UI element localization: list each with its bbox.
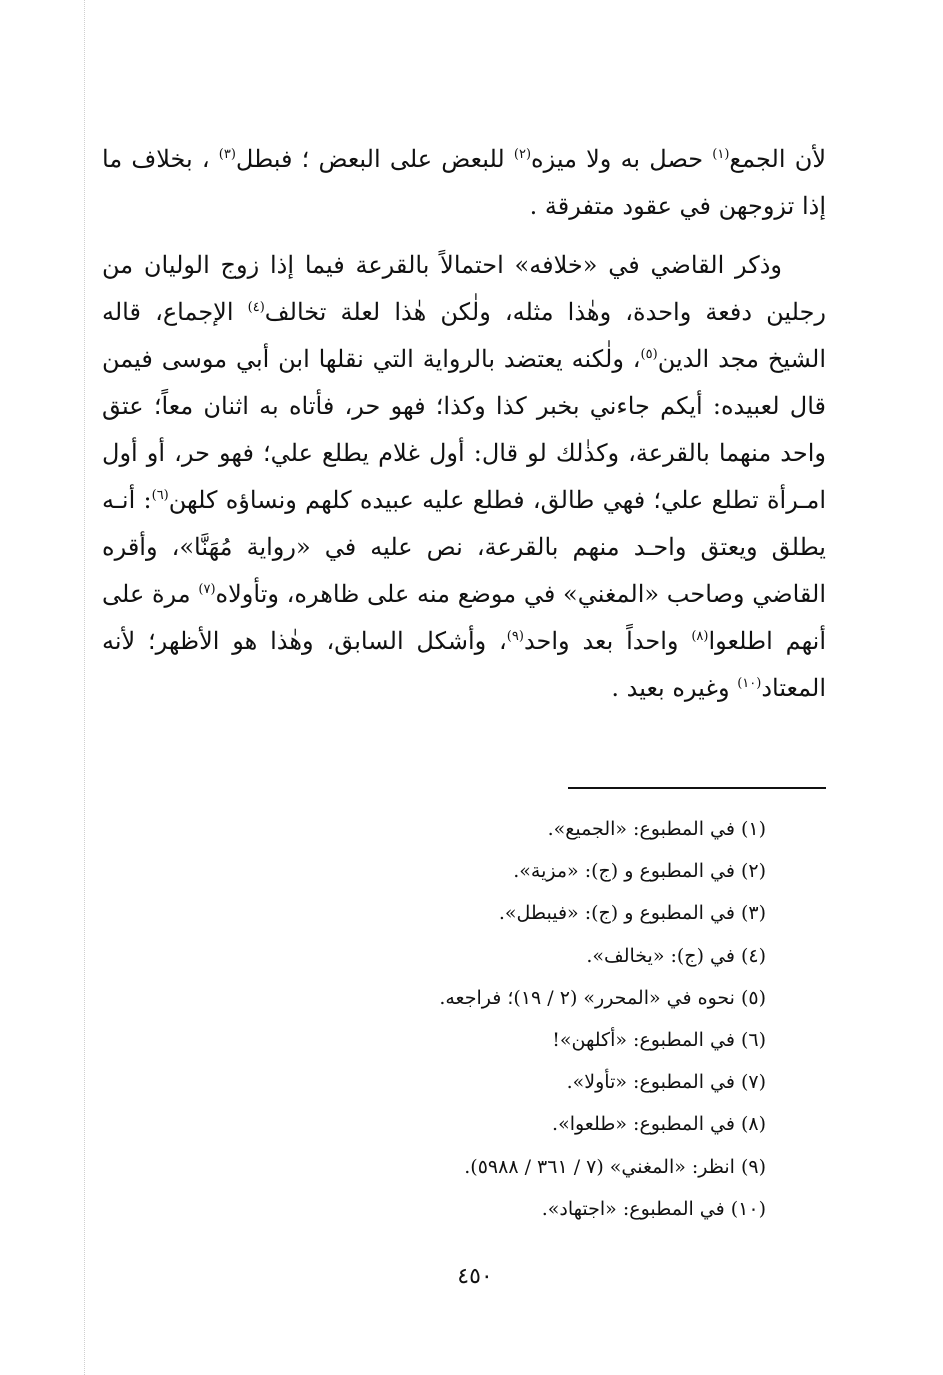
footnote-number: (٢): [740, 860, 766, 883]
text-run: ، ولٰكنه يعتضد بالرواية التي نقلها ابن أبي موسى فيمن قال لعبيده: أيكم جاءني بخبر كذا وكذا؛ فهو حر، فأتاه به اثنان معاً؛ عتق واحد منهما بالقرعة، وكذٰلك لو قال: أول غلام يطلع علي؛ فهو حر، أو أول امـرأة تطلع علي؛ فهي طالق، فطلع عليه عبيده كلهم ونساؤه كلهن: [102, 345, 826, 514]
footnote-number: (٧): [740, 1071, 766, 1094]
footnote-text: انظر: «المغني» (٧ / ٣٦١ / ٥٩٨٨).: [464, 1155, 735, 1178]
footnote-text: في المطبوع: «الجميع».: [547, 818, 735, 840]
footnote-number: (٨): [740, 1113, 766, 1136]
footnote-number: (٣): [740, 902, 766, 925]
paragraph-1: [102, 136, 826, 230]
footnote-9: [102, 1146, 766, 1188]
footnote-text: في المطبوع و (ج): «فيبطل».: [498, 902, 735, 925]
footnote-number: (٥): [740, 986, 766, 1009]
footnote-text: في المطبوع: «اجتهاد».: [541, 1197, 725, 1220]
footnote-text: في المطبوع: «تأولا».: [566, 1071, 735, 1094]
footnote-number: (٩): [740, 1155, 766, 1178]
footnote-ref-9: (٩): [506, 629, 524, 644]
footnote-7: [102, 1061, 766, 1103]
text-run: لأن الجمع: [729, 145, 827, 173]
footnote-text: نحوه في «المحرر» (٢ / ١٩)؛ فراجعه.: [439, 986, 735, 1009]
footnote-ref-4: (٤): [247, 300, 265, 315]
text-run: : أنـه يطلق ويعتق واحـد منهم بالقرعة، نص عليه في «رواية مُهَنَّا»، وأقره القاضي وصاحب «المغني» في موضع منه على ظاهره، وتأولاه: [102, 486, 827, 608]
footnote-text: في المطبوع: «أكلهن»!: [552, 1029, 735, 1052]
footnotes: [102, 808, 766, 1230]
scan-edge-line: [84, 0, 86, 1375]
text-run: وغيره بعيد .: [611, 674, 738, 702]
main-text: [102, 136, 826, 712]
footnote-ref-7: (٧): [198, 582, 216, 597]
footnote-separator: [568, 787, 826, 789]
footnote-number: (٤): [740, 944, 766, 967]
text-run: مرة على أنهم اطلعوا: [102, 580, 827, 655]
text-run: للبعض على البعض ؛ فبطل: [235, 145, 514, 173]
text-run: واحداً بعد واحد: [523, 627, 692, 655]
footnote-ref-3: (٣): [218, 147, 236, 162]
text-run: حصل به ولا ميزه: [531, 145, 713, 173]
text-run: ، وأشكل السابق، وهٰذا هو الأظهر؛ لأنه المعتاد: [102, 627, 826, 702]
footnote-text: في (ج): «يخالف».: [586, 944, 735, 967]
page-number: ٤٥٠: [457, 1264, 493, 1289]
footnote-ref-10: (١٠): [737, 676, 762, 691]
text-run: ، بخلاف ما إذا تزوجهن في عقود متفرقة .: [102, 145, 826, 220]
footnote-number: (١٠): [730, 1197, 766, 1220]
footnote-10: [102, 1188, 766, 1230]
footnote-5: [102, 977, 766, 1019]
footnote-ref-8: (٨): [691, 629, 709, 644]
footnote-ref-2: (٢): [513, 147, 532, 162]
footnote-ref-1: (١): [712, 147, 730, 162]
footnote-1: [102, 808, 766, 850]
footnote-4: [102, 935, 766, 977]
footnote-3: [102, 892, 766, 934]
text-run: وذكر القاضي في «خلافه» احتمالاً بالقرعة فيما إذا زوج الوليان من رجلين دفعة واحدة، وهٰذا مثله، ولٰكن هٰذا لعلة تخالف: [102, 251, 827, 326]
text-run: الإجماع، قاله الشيخ مجد الدين: [102, 298, 826, 373]
footnote-text: في المطبوع و (ج): «مزية».: [513, 860, 735, 883]
footnote-number: (١): [740, 818, 766, 840]
footnote-2: [102, 850, 766, 892]
paragraph-2: [102, 242, 826, 712]
footnote-8: [102, 1103, 766, 1145]
footnote-number: (٦): [740, 1029, 766, 1052]
footnote-ref-5: (٥): [640, 347, 658, 362]
footnote-text: في المطبوع: «طلعوا».: [552, 1113, 735, 1136]
footnote-ref-6: (٦): [151, 488, 169, 503]
footnote-6: [102, 1019, 766, 1061]
